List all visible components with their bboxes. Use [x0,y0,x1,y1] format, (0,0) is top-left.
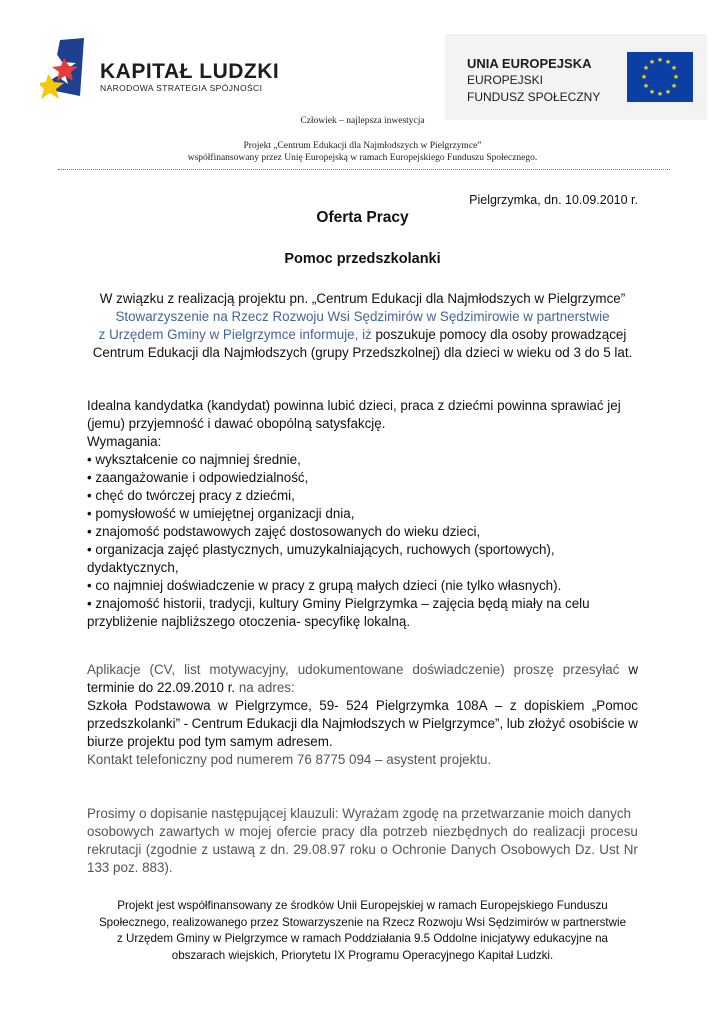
svg-text:★: ★ [642,64,650,72]
word: doświadczenie) [412,662,505,677]
word: list [184,662,201,677]
svg-text:★: ★ [664,88,672,96]
svg-text:★: ★ [664,58,672,66]
footer-line-4: obszarach wiejskich, Priorytetu IX Programu Operacyjnego Kapitał Ludzki. [171,948,554,962]
word: Najmłodszych [322,716,406,731]
clause-line-2 [87,823,638,841]
svg-text:★: ★ [640,73,648,81]
intro-line-1: W związku z realizacją projektu pn. „Centrum Edukacji dla Najmłodszych w Pielgrzymce” [99,291,626,306]
word: Danych [450,842,497,857]
word: motywacyjny, [209,662,289,677]
clause-section [87,805,638,877]
word: 59- [319,698,339,713]
svg-text:★: ★ [648,88,656,96]
word: w [628,662,638,677]
application-address-label: na adres: [235,680,295,695]
word: 524 [346,698,369,713]
svg-text:★: ★ [670,64,678,72]
application-deadline: terminie do 22.09.2010 r. [87,680,236,695]
word: niezbędnych [432,824,508,839]
word: dla [300,716,319,731]
word: w [218,698,228,713]
footer [0,898,725,964]
clause-line-1: Prosimy o dopisanie następującej klauzuli: Wyrażam zgodę na przetwarzanie moich danych [87,806,631,821]
word: – [495,698,503,713]
application-line-5: biurze projektu pod tym samym adresem. [87,734,333,749]
word: 29.08.97 [293,842,346,857]
intro-line-3 [0,326,725,344]
document-title: Oferta Pracy [316,209,409,226]
list-item: • co najmniej doświadczenie w pracy z grupą małych dzieci (nie tylko własnych). [87,578,562,593]
list-item: • znajomość historii, tradycji, kultury Gminy Pielgrzymka – zajęcia będą miały na celu [87,596,590,611]
word: proszę [513,662,554,677]
word: dla [359,824,378,839]
footer-line-2: Społecznego, realizowanego przez Stowarzyszenie na Rzecz Rozwoju Wsi Sędzimirów w partnerstwie [98,915,627,929]
word: w [224,824,235,839]
contact-phone-line: Kontakt telefoniczny pod numerem 76 8775 094 – asystent projektu. [87,752,492,767]
list-item: • organizacja zajęć plastycznych, umuzykalniających, ruchowych (sportowych), [87,542,555,557]
word: Edukacji [246,716,298,731]
list-item: • znajomość podstawowych zajęć dostosowanych do wieku dzieci, [87,524,481,539]
word: pracy [321,824,355,839]
word: Pielgrzymce”, [422,716,504,731]
word: złożyć [528,716,566,731]
word: z [509,698,517,713]
list-item: • chęć do twórczej pracy z dziećmi, [87,488,295,503]
word: z [259,842,266,857]
application-line-1 [87,661,638,679]
word: potrzeb [382,824,428,839]
word: Aplikacje [87,662,141,677]
footer-line-1: Projekt jest współfinansowany ze środków Unii Europejskiej w ramach Europejskiego Funduszu [117,899,608,912]
word: w [628,716,638,731]
application-line-4 [87,715,638,733]
word: lub [506,716,525,731]
word: ofercie [276,824,317,839]
word: dopiskiem [524,698,585,713]
word: ustawą [212,842,255,857]
candidate-section [87,397,621,631]
eu-efs-logo [445,34,707,120]
svg-text:★: ★ [672,73,680,81]
word: mojej [239,824,272,839]
candidate-line-1: Idealna kandydatka (kandydat) powinna lubić dzieci, praca z dziećmi powinna sprawiać jej [87,398,621,413]
clause-line-3 [87,841,638,859]
kapital-ludzki-subtitle: NARODOWA STRATEGIA SPÓJNOŚCI [100,83,263,93]
list-item: dydaktycznych, [87,560,179,575]
word: z [201,842,209,857]
word: Dz. [574,842,595,857]
application-line-3 [87,697,638,715]
application-line-2 [87,679,638,697]
word: zawartych [159,824,220,839]
svg-text:★: ★ [642,82,650,90]
word: Ust [599,842,620,857]
word: przesyłać [562,662,620,677]
list-item: • wykształcenie co najmniej średnie, [87,452,301,467]
word: Podstawowa [134,698,211,713]
word: udokumentowane [297,662,404,677]
word: o [380,842,388,857]
word: rekrutacji [87,842,142,857]
word: realizacji [532,824,586,839]
word: Centrum [191,716,243,731]
list-item: przybliżenie najbliższego otoczenia- specyfikę lokalną. [87,614,411,629]
word: Pielgrzymka [375,698,449,713]
intro-line-3-blue: z Urzędem Gminy w Pielgrzymce informuje, iż [98,327,372,342]
word: przedszkolanki” [87,716,181,731]
motto: Człowiek – najlepsza inwestycja [300,116,425,126]
eu-logo-line3: FUNDUSZ SPOŁECZNY [467,90,601,104]
word: 108A [456,698,488,713]
svg-text:★: ★ [656,56,664,64]
intro-line-4: Centrum Edukacji dla Najmłodszych (grupy Przedszkolnej) dla dzieci w wieku od 3 do 5 lat. [92,345,633,360]
word: osobowych [87,824,154,839]
word: w [408,716,419,731]
word: (CV, [149,662,176,677]
application-section [87,661,638,769]
list-item: • pomysłowość w umiejętnej organizacji dnia, [87,506,355,521]
kapital-ludzki-title: KAPITAŁ LUDZKI [100,60,280,83]
word: procesu [590,824,638,839]
intro-line-2: Stowarzyszenie na Rzecz Rozwoju Wsi Sędzimirów w Sędzimirowie w partnerstwie [115,309,610,324]
word: dn. [270,842,289,857]
word: roku [349,842,376,857]
clause-line-4: 133 poz. 883). [87,860,173,875]
word: Ochronie [392,842,447,857]
word: Pielgrzymce, [235,698,312,713]
document-date: Pielgrzymka, dn. 10.09.2010 r. [469,193,638,207]
word: - [183,716,189,731]
eu-logo-line2: EUROPEJSKI [467,73,544,87]
word: Szkoła [87,698,128,713]
word: Nr [623,842,638,857]
svg-text:★: ★ [648,58,656,66]
project-line-2: współfinansowany przez Unię Europejską w ramach Europejskiego Funduszu Społecznego. [187,153,538,163]
word: (zgodnie [145,842,198,857]
requirements-label: Wymagania: [87,434,162,449]
project-line-1: Projekt „Centrum Edukacji dla Najmłodszych w Pielgrzymce” [243,141,482,151]
svg-text:★: ★ [670,82,678,90]
list-item: • zaangażowanie i odpowiedzialność, [87,470,309,485]
document-subtitle: Pomoc przedszkolanki [284,251,441,267]
word: osobiście [568,716,625,731]
word: do [512,824,528,839]
candidate-line-2: (jemu) przyjemność i dawać obopólną satysfakcję. [87,416,386,431]
header-divider [58,169,670,170]
word: „Pomoc [591,698,638,713]
intro-line-3-rest: poszukuje pomocy dla osoby prowadzącej [371,327,627,342]
eu-logo-line1: UNIA EUROPEJSKA [467,56,592,71]
kapital-ludzki-logo [40,38,280,108]
footer-line-3: z Urzędem Gminy w Pielgrzymce w ramach Poddziałania 9.5 Oddolne inicjatywy edukacyjne na [116,932,609,945]
svg-text:★: ★ [656,90,664,98]
kapital-ludzki-emblem-icon [40,38,96,108]
eu-flag-icon [627,52,693,102]
word: Osobowych [500,842,571,857]
